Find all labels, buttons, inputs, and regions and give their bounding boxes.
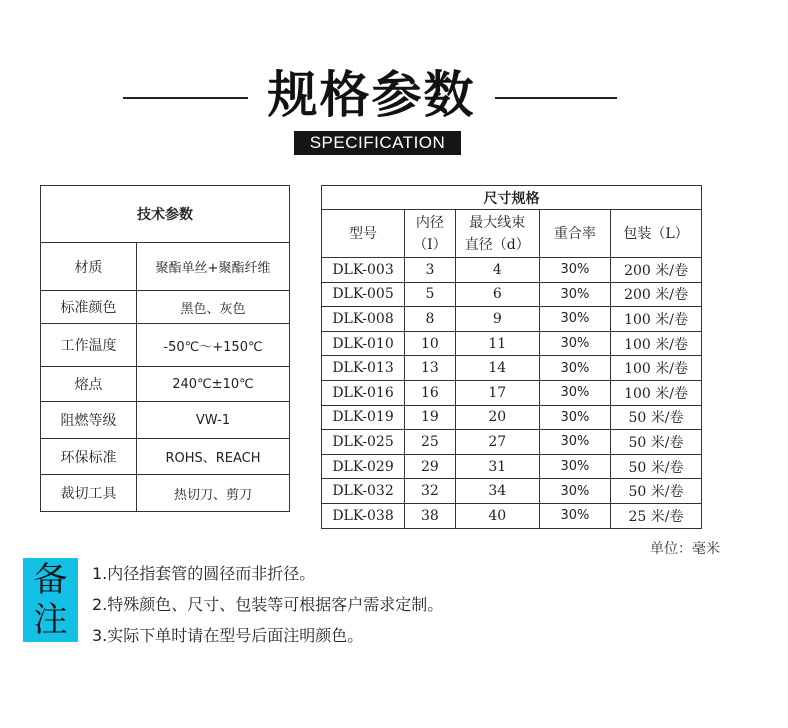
size-cell: 32 — [405, 479, 456, 504]
tech-param-label: 环保标准 — [41, 439, 137, 475]
size-cell: DLK-038 — [322, 503, 405, 528]
size-row — [322, 258, 702, 283]
size-column-header: 重合率 — [539, 210, 610, 258]
size-cell: 31 — [455, 454, 539, 479]
note-line-1: 1.内径指套管的圆径而非折径。 — [92, 564, 316, 583]
tech-param-value: -50℃～+150℃ — [137, 324, 290, 367]
size-cell: 30% — [539, 307, 610, 332]
size-row — [322, 307, 702, 332]
size-cell: DLK-029 — [322, 454, 405, 479]
size-row — [322, 380, 702, 405]
size-column-header: 包装（L） — [611, 210, 702, 258]
size-cell: 30% — [539, 282, 610, 307]
tech-param-label: 阻燃等级 — [41, 402, 137, 439]
size-cell: 30% — [539, 356, 610, 381]
size-column-header: 内径 （I） — [405, 210, 456, 258]
size-cell: 5 — [405, 282, 456, 307]
size-cell: 50 米/卷 — [611, 405, 702, 430]
size-cell: 100 米/卷 — [611, 380, 702, 405]
size-cell: 100 米/卷 — [611, 307, 702, 332]
size-cell: 13 — [405, 356, 456, 381]
tech-param-label: 工作温度 — [41, 324, 137, 367]
size-cell: 4 — [455, 258, 539, 283]
size-cell: 30% — [539, 454, 610, 479]
tech-param-label: 熔点 — [41, 367, 137, 402]
subtitle-banner: SPECIFICATION — [294, 131, 461, 155]
size-cell: 30% — [539, 479, 610, 504]
notes-badge-bottom: 注 — [33, 600, 68, 640]
size-cell: 100 米/卷 — [611, 356, 702, 381]
size-cell: DLK-019 — [322, 405, 405, 430]
page-title: 规格参数 — [267, 66, 476, 124]
size-cell: 9 — [455, 307, 539, 332]
tech-param-value: 240℃±10℃ — [137, 367, 290, 402]
size-cell: 14 — [455, 356, 539, 381]
size-cell: DLK-005 — [322, 282, 405, 307]
size-cell: 200 米/卷 — [611, 282, 702, 307]
size-cell: 19 — [405, 405, 456, 430]
size-cell: 17 — [455, 380, 539, 405]
tech-param-value: 热切刀、剪刀 — [137, 475, 290, 512]
size-row — [322, 454, 702, 479]
notes-badge-top: 备 — [33, 560, 68, 600]
size-cell: 27 — [455, 430, 539, 455]
size-cell: 50 米/卷 — [611, 479, 702, 504]
size-cell: 38 — [405, 503, 456, 528]
size-row — [322, 282, 702, 307]
size-cell: 20 — [455, 405, 539, 430]
size-cell: 8 — [405, 307, 456, 332]
tech-row — [41, 291, 290, 324]
tech-row — [41, 243, 290, 291]
size-cell: DLK-032 — [322, 479, 405, 504]
size-cell: 25 米/卷 — [611, 503, 702, 528]
size-cell: DLK-008 — [322, 307, 405, 332]
tech-row — [41, 367, 290, 402]
tech-param-label: 材质 — [41, 243, 137, 291]
size-cell: 16 — [405, 380, 456, 405]
unit-label: 单位：毫米 — [650, 541, 720, 557]
size-cell: 3 — [405, 258, 456, 283]
tech-param-value: 黑色、灰色 — [137, 291, 290, 324]
tech-param-label: 标准颜色 — [41, 291, 137, 324]
tech-row — [41, 439, 290, 475]
size-cell: 50 米/卷 — [611, 430, 702, 455]
tech-row — [41, 324, 290, 367]
notes-badge — [23, 558, 78, 642]
size-cell: DLK-010 — [322, 331, 405, 356]
tech-row — [41, 402, 290, 439]
size-cell: 200 米/卷 — [611, 258, 702, 283]
note-line-2: 2.特殊颜色、尺寸、包装等可根据客户需求定制。 — [92, 595, 444, 614]
size-cell: 30% — [539, 380, 610, 405]
size-cell: 34 — [455, 479, 539, 504]
size-cell: 25 — [405, 430, 456, 455]
size-cell: 29 — [405, 454, 456, 479]
size-row — [322, 479, 702, 504]
tech-param-value: VW-1 — [137, 402, 290, 439]
tech-param-value: 聚酯单丝+聚酯纤维 — [137, 243, 290, 291]
note-line-3: 3.实际下单时请在型号后面注明颜色。 — [92, 626, 364, 645]
tech-params-table — [40, 185, 290, 512]
size-cell: 30% — [539, 503, 610, 528]
size-column-header: 型号 — [322, 210, 405, 258]
size-cell: 50 米/卷 — [611, 454, 702, 479]
size-table-header: 尺寸规格 — [322, 186, 702, 210]
size-cell: 11 — [455, 331, 539, 356]
size-cell: 10 — [405, 331, 456, 356]
size-row — [322, 430, 702, 455]
size-cell: 30% — [539, 405, 610, 430]
tech-row — [41, 475, 290, 512]
size-cell: DLK-016 — [322, 380, 405, 405]
size-column-header: 最大线束 直径（d） — [455, 210, 539, 258]
size-cell: 30% — [539, 430, 610, 455]
size-cell: DLK-025 — [322, 430, 405, 455]
tech-param-label: 裁切工具 — [41, 475, 137, 512]
size-row — [322, 331, 702, 356]
tech-table-header: 技术参数 — [41, 186, 290, 243]
size-cell: DLK-003 — [322, 258, 405, 283]
size-row — [322, 405, 702, 430]
size-cell: 6 — [455, 282, 539, 307]
size-cell: 100 米/卷 — [611, 331, 702, 356]
title-divider-left — [123, 97, 248, 99]
size-cell: DLK-013 — [322, 356, 405, 381]
size-spec-table — [321, 185, 702, 529]
title-divider-right — [495, 97, 617, 99]
size-row — [322, 356, 702, 381]
size-row — [322, 503, 702, 528]
tech-param-value: ROHS、REACH — [137, 439, 290, 475]
size-cell: 30% — [539, 331, 610, 356]
size-cell: 40 — [455, 503, 539, 528]
size-cell: 30% — [539, 258, 610, 283]
